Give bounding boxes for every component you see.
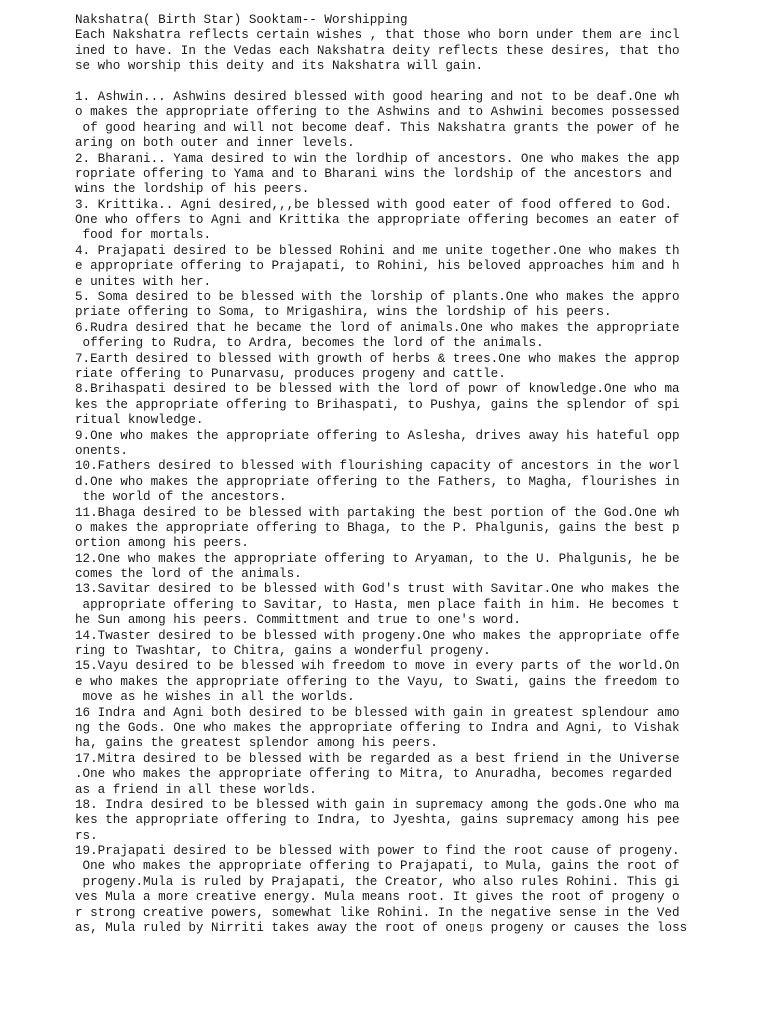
text-line: e appropriate offering to Prajapati, to Rohini, his beloved approaches him and h bbox=[75, 259, 680, 274]
text-line: rs. bbox=[75, 828, 98, 843]
text-line: 17.Mitra desired to be blessed with be regarded as a best friend in the Universe bbox=[75, 751, 680, 766]
text-line: 5. Soma desired to be blessed with the lorship of plants.One who makes the appro bbox=[75, 290, 680, 305]
text-line: 13.Savitar desired to be blessed with God's trust with Savitar.One who makes the bbox=[75, 582, 680, 597]
text-line: 16 Indra and Agni both desired to be blessed with gain in greatest splendour amo bbox=[75, 705, 680, 720]
text-line: comes the lord of the animals. bbox=[75, 567, 302, 582]
text-line: 9.One who makes the appropriate offering to Aslesha, drives away his hateful opp bbox=[75, 428, 680, 443]
text-line: 11.Bhaga desired to be blessed with partaking the best portion of the God.One wh bbox=[75, 505, 680, 520]
text-line: e who makes the appropriate offering to the Vayu, to Swati, gains the freedom to bbox=[75, 674, 680, 689]
text-line: ha, gains the greatest splendor among his peers. bbox=[75, 736, 438, 751]
text-line: food for mortals. bbox=[75, 228, 212, 243]
text-line: ropriate offering to Yama and to Bharani wins the lordship of the ancestors and bbox=[75, 166, 673, 181]
text-line: 19.Prajapati desired to be blessed with power to find the root cause of progeny. bbox=[75, 844, 680, 859]
text-line: 3. Krittika.. Agni desired,,,be blessed with good eater of food offered to God. bbox=[75, 197, 673, 212]
text-line: r strong creative powers, somewhat like Rohini. In the negative sense in the Ved bbox=[75, 905, 680, 920]
text-line: 14.Twaster desired to be blessed with progeny.One who makes the appropriate offe bbox=[75, 628, 680, 643]
text-line: se who worship this deity and its Nakshatra will gain. bbox=[75, 59, 484, 74]
text-line: the world of the ancestors. bbox=[75, 490, 287, 505]
text-line: One who offers to Agni and Krittika the appropriate offering becomes an eater of bbox=[75, 213, 680, 228]
text-line: progeny.Mula is ruled by Prajapati, the Creator, who also rules Rohini. This gi bbox=[75, 874, 680, 889]
text-line: e unites with her. bbox=[75, 274, 212, 289]
text-line: 12.One who makes the appropriate offering to Aryaman, to the U. Phalgunis, he be bbox=[75, 551, 680, 566]
text-line: aring on both outer and inner levels. bbox=[75, 136, 355, 151]
text-line: d.One who makes the appropriate offering to the Fathers, to Magha, flourishes in bbox=[75, 474, 680, 489]
text-line: One who makes the appropriate offering to Prajapati, to Mula, gains the root of bbox=[75, 859, 680, 874]
text-line: 4. Prajapati desired to be blessed Rohini and me unite together.One who makes th bbox=[75, 243, 680, 258]
text-line: 8.Brihaspati desired to be blessed with the lord of powr of knowledge.One who ma bbox=[75, 382, 680, 397]
text-line: appropriate offering to Savitar, to Hasta, men place faith in him. He becomes t bbox=[75, 597, 680, 612]
text-line: ves Mula a more creative energy. Mula means root. It gives the root of progeny o bbox=[75, 890, 680, 905]
text-line: kes the appropriate offering to Indra, to Jyeshta, gains supremacy among his pee bbox=[75, 813, 680, 828]
text-line: of good hearing and will not become deaf. This Nakshatra grants the power of he bbox=[75, 120, 680, 135]
text-line: priate offering to Soma, to Mrigashira, wins the lordship of his peers. bbox=[75, 305, 612, 320]
text-line: riate offering to Punarvasu, produces progeny and cattle. bbox=[75, 366, 506, 381]
document-text-body bbox=[75, 13, 688, 936]
text-line: ring to Twashtar, to Chitra, gains a wonderful progeny. bbox=[75, 644, 491, 659]
text-line: ortion among his peers. bbox=[75, 536, 249, 551]
text-line: 6.Rudra desired that he became the lord of animals.One who makes the appropriate bbox=[75, 320, 680, 335]
text-line: kes the appropriate offering to Brihaspati, to Pushya, gains the splendor of spi bbox=[75, 397, 680, 412]
text-line: 1. Ashwin... Ashwins desired blessed with good hearing and not to be deaf.One wh bbox=[75, 89, 680, 104]
text-line: 7.Earth desired to blessed with growth of herbs & trees.One who makes the approp bbox=[75, 351, 680, 366]
text-line: o makes the appropriate offering to the Ashwins and to Ashwini becomes possessed bbox=[75, 105, 680, 120]
text-line: he Sun among his peers. Committment and true to one's word. bbox=[75, 613, 521, 628]
text-line: 2. Bharani.. Yama desired to win the lordhip of ancestors. One who makes the app bbox=[75, 151, 680, 166]
text-line: offering to Rudra, to Ardra, becomes the lord of the animals. bbox=[75, 336, 544, 351]
text-line: 18. Indra desired to be blessed with gain in supremacy among the gods.One who ma bbox=[75, 797, 680, 812]
text-line: ined to have. In the Vedas each Nakshatra deity reflects these desires, that tho bbox=[75, 43, 680, 58]
text-line: ng the Gods. One who makes the appropriate offering to Indra and Agni, to Vishak bbox=[75, 720, 680, 735]
text-line: .One who makes the appropriate offering to Mitra, to Anuradha, becomes regarded bbox=[75, 767, 673, 782]
text-line: Each Nakshatra reflects certain wishes , that those who born under them are incl bbox=[75, 28, 680, 43]
text-line: move as he wishes in all the worlds. bbox=[75, 690, 355, 705]
text-line: as a friend in all these worlds. bbox=[75, 782, 317, 797]
document-title: Nakshatra( Birth Star) Sooktam-- Worshipping bbox=[75, 13, 408, 27]
text-line: as, Mula ruled by Nirriti takes away the root of one▯s progeny or causes the loss bbox=[75, 921, 688, 936]
text-line bbox=[75, 75, 685, 90]
text-line: onents. bbox=[75, 443, 128, 458]
text-line: o makes the appropriate offering to Bhaga, to the P. Phalgunis, gains the best p bbox=[75, 520, 680, 535]
text-line: 15.Vayu desired to be blessed wih freedom to move in every parts of the world.On bbox=[75, 659, 680, 674]
text-line: wins the lordship of his peers. bbox=[75, 182, 310, 197]
text-line: 10.Fathers desired to blessed with flourishing capacity of ancestors in the worl bbox=[75, 459, 680, 474]
text-line: ritual knowledge. bbox=[75, 413, 204, 428]
